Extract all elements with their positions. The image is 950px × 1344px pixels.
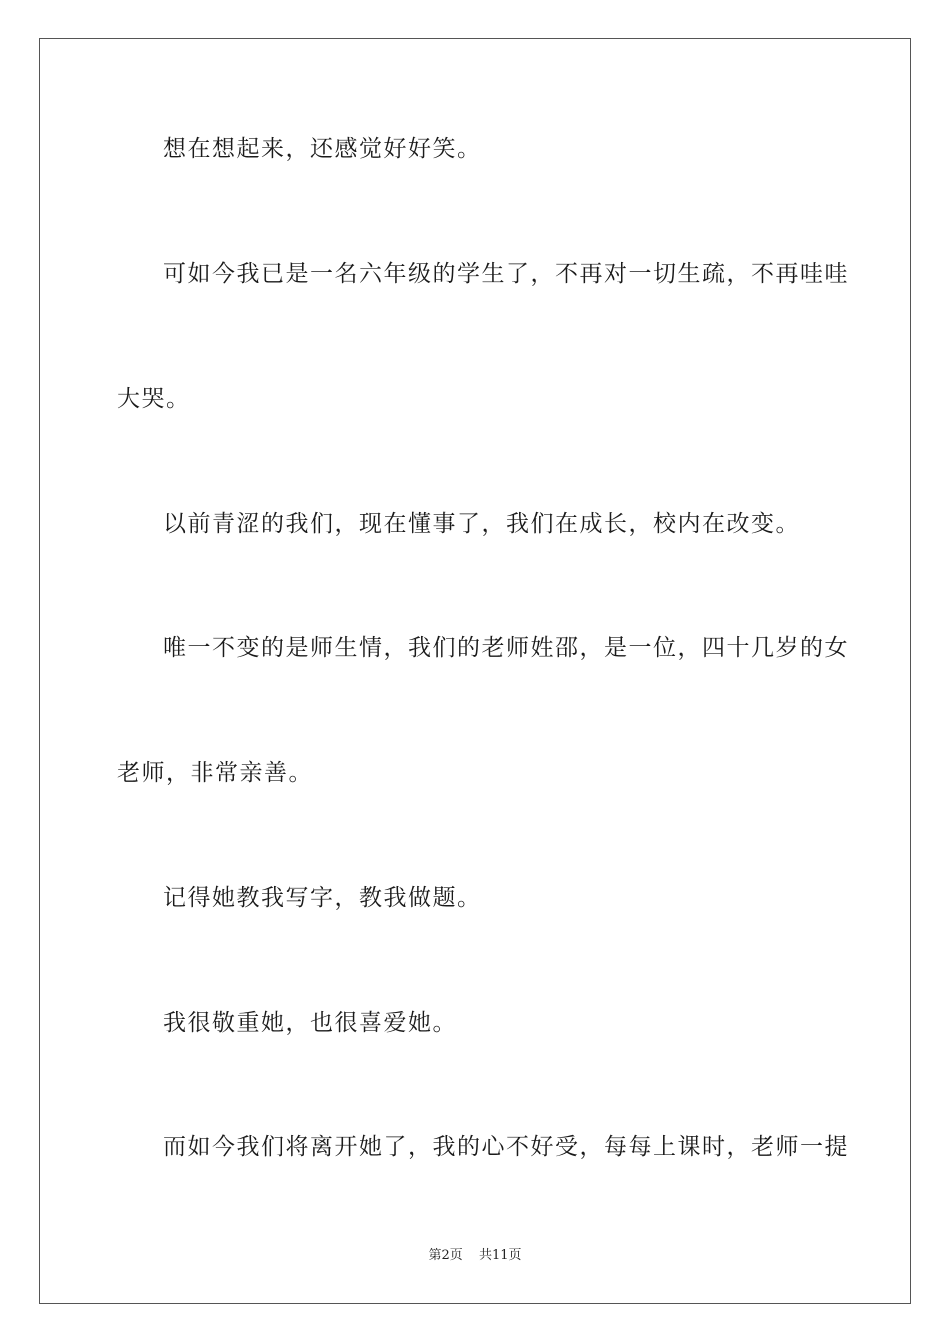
text-line: 而如今我们将离开她了，我的心不好受，每每上课时，老师一提 [163, 1134, 849, 1160]
text-line: 老师，非常亲善。 [117, 760, 313, 786]
text-line: 我很敬重她，也很喜爱她。 [163, 1010, 457, 1036]
page-number: 第2页 [428, 1248, 463, 1263]
text-line: 可如今我已是一名六年级的学生了，不再对一切生疏，不再哇哇 [163, 261, 849, 287]
page-total: 共11页 [478, 1248, 522, 1263]
text-line: 唯一不变的是师生情，我们的老师姓邵，是一位，四十几岁的女 [163, 635, 849, 661]
page-footer [0, 1247, 950, 1265]
page-border [39, 38, 911, 1304]
text-line: 想在想起来，还感觉好好笑。 [163, 136, 482, 162]
text-line: 记得她教我写字，教我做题。 [163, 885, 482, 911]
text-line: 大哭。 [117, 386, 191, 412]
text-line: 以前青涩的我们，现在懂事了，我们在成长，校内在改变。 [163, 511, 800, 537]
